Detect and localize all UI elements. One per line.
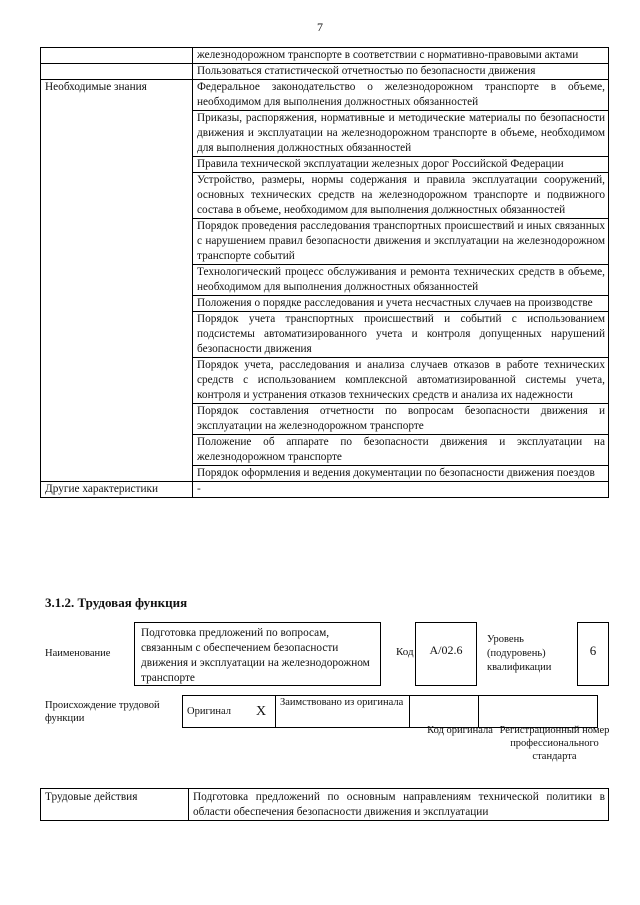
qualification-level-label-text: Уровень (подуровень) квалификации (487, 634, 552, 673)
function-name-box: Подготовка предложений по вопросам, связанным с обеспечением безопасности движения и эксплуатации на железнодорожном транспорте (134, 622, 381, 686)
table-cell: Порядок составления отчетности по вопросам безопасности движения и эксплуатации на железнодорожном транспорте (193, 404, 609, 435)
table-cell: Правила технической эксплуатации железных дорог Российской Федерации (193, 157, 609, 173)
original-label: Оригинал (183, 696, 248, 728)
table-row (41, 482, 609, 498)
table-cell: Порядок учета, расследования и анализа случаев отказов в работе технических средств с использованием комплексной автоматизированной системы учета, контроля и устранения отказов технических средств и анализа их надежности (193, 358, 609, 404)
original-code-cell (410, 696, 479, 728)
other-characteristics-label: Другие характеристики (41, 482, 193, 498)
table-cell: Порядок учета транспортных происшествий и событий с использованием подсистемы автоматизированного учета и контроля допущенных нарушений безопасности движения (193, 312, 609, 358)
function-code-box: А/02.6 (415, 622, 477, 686)
table-row (41, 80, 609, 111)
actions-table (40, 788, 609, 821)
code-label: Код (396, 646, 414, 658)
table-cell: Приказы, распоряжения, нормативные и методические материалы по безопасности движения и эксплуатации на железнодорожном транспорте в объеме, необходимом для выполнения должностных обязанностей (193, 111, 609, 157)
section-heading: 3.1.2. Трудовая функция (45, 595, 188, 610)
empty-label-cell (41, 64, 193, 80)
borrowed-label: Заимствовано из оригинала (276, 696, 410, 728)
registration-number-caption: Регистрационный номер профессионального стандарта (499, 725, 610, 762)
table-cell: Пользоваться статистической отчетностью по безопасности движения (193, 64, 609, 80)
actions-label: Трудовые действия (41, 789, 189, 821)
table-cell: Порядок оформления и ведения документации по безопасности движения поездов (193, 466, 609, 482)
table-cell: железнодорожном транспорте в соответствии с нормативно-правовыми актами (193, 48, 609, 64)
registration-number-cell (479, 696, 598, 728)
knowledge-table (40, 47, 609, 498)
table-cell: Порядок проведения расследования транспортных происшествий и иных связанных с нарушением правил безопасности движения и эксплуатации на железнодорожном транспорте событий (193, 219, 609, 265)
original-code-caption: Код оригинала (427, 725, 493, 736)
table-cell: Технологический процесс обслуживания и ремонта технических средств в объеме, необходимом для выполнения должностных обязанностей (193, 265, 609, 296)
empty-label-cell (41, 48, 193, 64)
table-row (183, 696, 598, 728)
table-row (41, 64, 609, 80)
table-cell: Федеральное законодательство о железнодорожном транспорте в объеме, необходимом для выполнения должностных обязанностей (193, 80, 609, 111)
table-row (41, 789, 609, 821)
table-row (41, 48, 609, 64)
table-cell: Подготовка предложений по основным направлениям технической политики в области обеспечения безопасности движения и эксплуатации (189, 789, 609, 821)
knowledge-label: Необходимые знания (41, 80, 193, 482)
table-cell: Положения о порядке расследования и учета несчастных случаев на производстве (193, 296, 609, 312)
table-cell: Положение об аппарате по безопасности движения и эксплуатации на железнодорожном транспорте (193, 435, 609, 466)
other-characteristics-value: - (193, 482, 609, 498)
original-mark: X (247, 696, 276, 728)
qualification-level-label (487, 633, 562, 675)
page-number: 7 (317, 20, 323, 34)
table-cell: Устройство, размеры, нормы содержания и правила эксплуатации сооружений, основных технических средств на железнодорожном транспорте и подвижного состава в объеме, необходимом для выполнения должностных обязанностей (193, 173, 609, 219)
origin-label: Происхождение трудовой функции (45, 700, 160, 724)
qualification-level-box: 6 (577, 622, 609, 686)
name-label: Наименование (45, 648, 111, 659)
